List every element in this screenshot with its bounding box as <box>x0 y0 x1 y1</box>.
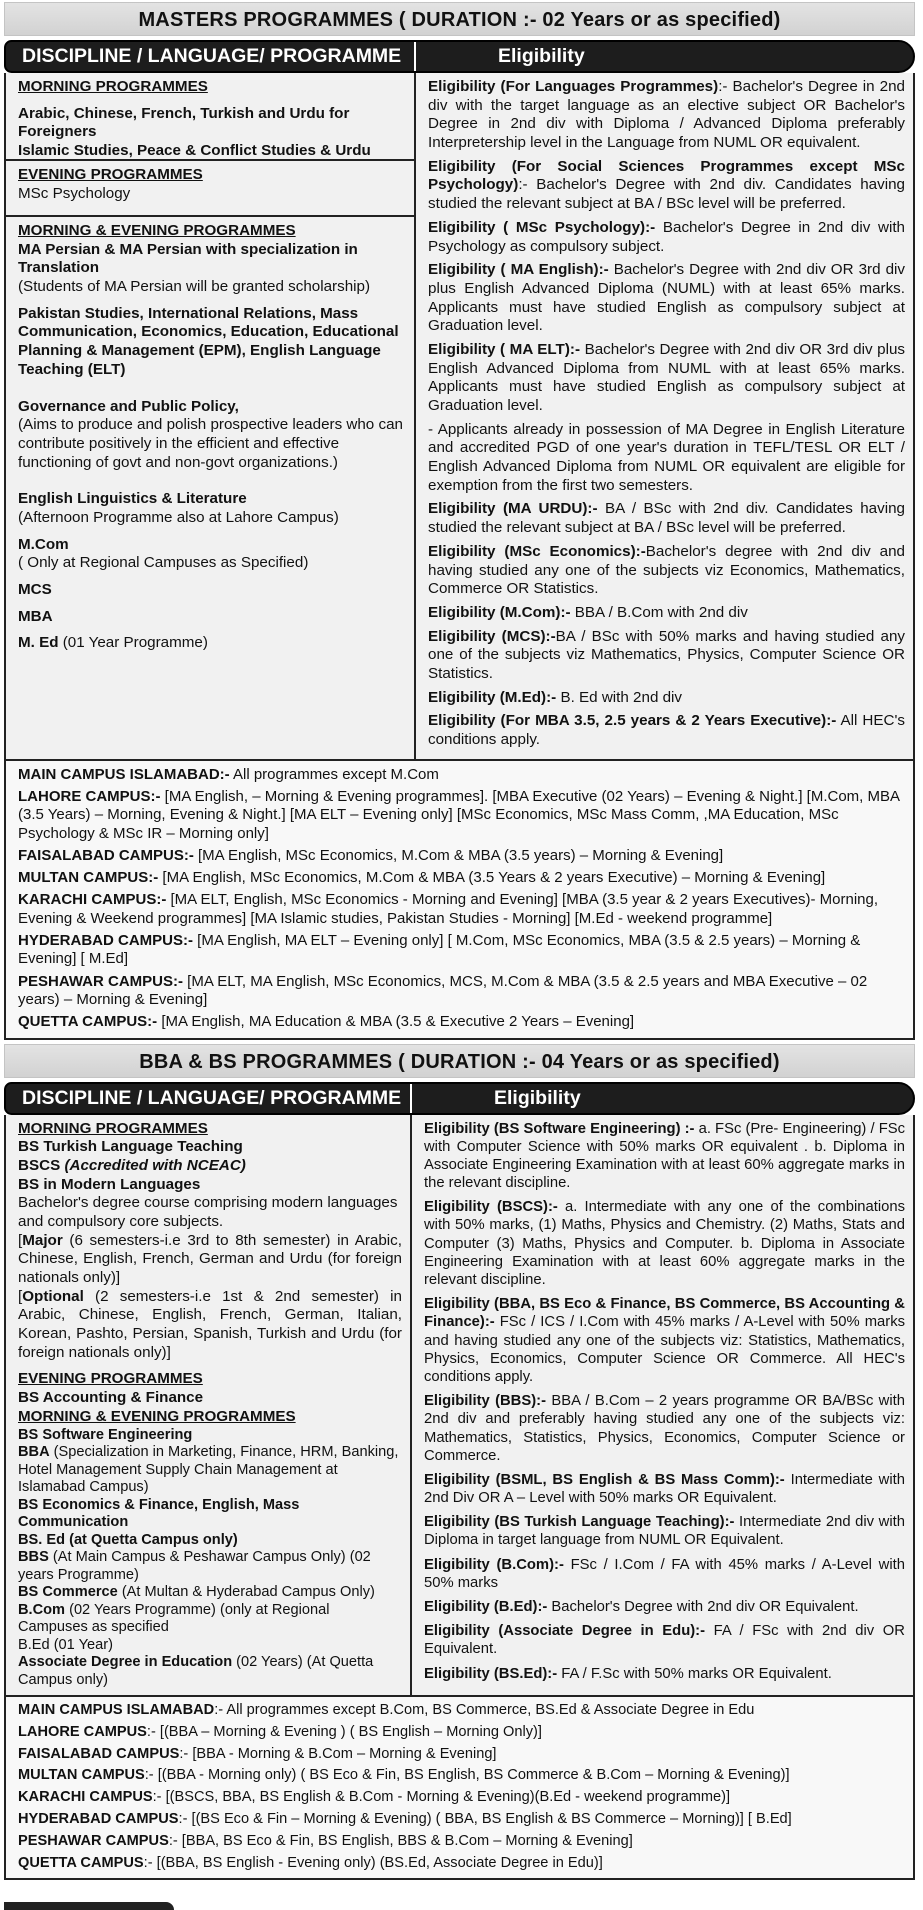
campus-item-text: :- [(BS Eco & Fin – Morning & Evening) ( BBA, BS English & BS Commerce – Morning)] [ B.Ed] <box>178 1811 792 1828</box>
campus-item-text: [MA English, – Morning & Evening programmes]. [MBA Executive (02 Years) – Evening & Night.] [M.Com, MBA (3.5 Years) – Morning, Evening & Night.] [MA ELT – Evening only] [MSc Economics, MSc Mass Comm, ,MA Education, MSc Psychology & MSc IR – Morning only] <box>18 787 900 842</box>
eligibility-item-text: FSc / I.Com / FA with 45% marks / A-Level with 50% marks <box>424 1556 905 1591</box>
eligibility-item <box>424 1198 905 1289</box>
eligibility-item <box>428 604 905 623</box>
programme-bs-turkish: BS Turkish Language Teaching <box>18 1138 243 1156</box>
eligibility-item <box>428 261 905 336</box>
bs-me-heading: MORNING & EVENING PROGRAMMES <box>18 1407 296 1425</box>
eligibility-item-label: Eligibility ( MA English):- <box>428 261 609 279</box>
masters-header-row <box>4 40 915 73</box>
campus-item-text: :- [(BBA, BS English - Evening only) (BS.Ed, Associate Degree in Edu)] <box>143 1854 603 1871</box>
masters-table <box>4 73 915 761</box>
campus-item-text: [MA ELT, MA English, MSc Economics, MCS, M.Com & MBA (3.5 & 2.5 years and MBA Executive – 02 years) – Morning & Evening] <box>18 972 868 1008</box>
programme-islamic-studies: Islamic Studies, Peace & Conflict Studies & Urdu <box>18 142 371 160</box>
eligibility-item-text: FA / FSc with 2nd div OR Equivalent. <box>424 1623 905 1658</box>
eligibility-item <box>424 1295 905 1386</box>
masters-evening-heading: EVENING PROGRAMMES <box>18 166 203 183</box>
programme-modern-desc: Bachelor's degree course comprising modern languages and compulsory core subjects. <box>18 1194 398 1230</box>
eligibility-item-label: Eligibility (M.Com):- <box>428 603 571 621</box>
eligibility-item-label: Eligibility (BBS):- <box>424 1393 547 1410</box>
eligibility-item <box>428 158 905 214</box>
eligibility-item-label: Eligibility (B.Com):- <box>424 1556 564 1573</box>
eligibility-item-text: BBA / B.Com with 2nd div <box>570 603 748 621</box>
eligibility-item-text: Intermediate with 2nd Div OR A – Level with 50% marks OR Equivalent. <box>424 1471 905 1507</box>
programme-associate-degree: Associate Degree in Education (02 Years) (At Quetta Campus only) <box>18 1654 374 1688</box>
programme-bs-commerce: BS Commerce (At Multan & Hyderabad Campus Only) <box>18 1584 375 1601</box>
bs-eligibility <box>412 1115 913 1696</box>
bs-col-discipline: DISCIPLINE / LANGUAGE/ PROGRAMME <box>6 1084 412 1113</box>
eligibility-item <box>424 1622 905 1658</box>
programme-bed: B.Ed (01 Year) <box>18 1636 113 1653</box>
eligibility-item-text: Bachelor's Degree with 2nd div OR Equivalent. <box>547 1599 859 1616</box>
masters-evening-block <box>6 161 414 217</box>
campus-item-text: [MA English, MA Education & MBA (3.5 & Executive 2 Years – Evening] <box>157 1013 635 1031</box>
eligibility-item-text: FA / F.Sc with 50% marks OR Equivalent. <box>557 1665 832 1682</box>
programme-english-linguistics: English Linguistics & Literature <box>18 490 247 508</box>
bs-campus-list <box>4 1697 915 1880</box>
programme-governance: Governance and Public Policy, <box>18 397 239 415</box>
programme-ma-persian: MA Persian & MA Persian with specialization in Translation <box>18 240 358 277</box>
programme-bs-modern-languages: BS in Modern Languages <box>18 1175 201 1193</box>
masters-morning-heading: MORNING PROGRAMMES <box>18 78 208 95</box>
programme-mcom-note: ( Only at Regional Campuses as Specified) <box>18 554 309 572</box>
eligibility-item <box>428 689 905 708</box>
campus-item <box>18 788 905 843</box>
eligibility-item-label: Eligibility (BSCS):- <box>424 1199 558 1216</box>
programme-bsed: BS. Ed (at Quetta Campus only) <box>18 1531 238 1548</box>
masters-col-discipline: DISCIPLINE / LANGUAGE/ PROGRAMME <box>6 42 416 71</box>
campus-item <box>18 1833 905 1851</box>
eligibility-item-label: Eligibility (BS Software Engineering) :- <box>424 1120 695 1137</box>
eligibility-item-label: Eligibility (M.Ed):- <box>428 688 557 706</box>
eligibility-item <box>424 1120 905 1193</box>
eligibility-item <box>424 1665 905 1683</box>
campus-item-label: MAIN CAMPUS ISLAMABAD <box>18 1702 215 1719</box>
campus-item-label: KARACHI CAMPUS:- <box>18 891 167 909</box>
eligibility-item-text: Bachelor's Degree with 2nd div OR 3rd div plus English Advanced Diploma from NUML with at least 65% marks. Applicants must have studied English as compulsory subject at Graduation level. <box>428 340 905 414</box>
eligibility-item <box>424 1392 905 1465</box>
campus-item-label: MULTAN CAMPUS <box>18 1767 145 1784</box>
eligibility-item-text: All HEC's conditions apply. <box>428 712 905 748</box>
campus-item-label: PESHAWAR CAMPUS:- <box>18 972 184 990</box>
masters-me-heading: MORNING & EVENING PROGRAMMES <box>18 222 296 239</box>
campus-item-text: :- [BBA - Morning & B.Com – Morning & Evening] <box>179 1745 497 1762</box>
eligibility-item-label: Eligibility ( MA ELT):- <box>428 340 581 358</box>
masters-eligibility <box>416 73 913 759</box>
eligibility-item <box>428 219 905 256</box>
campus-item <box>18 932 905 969</box>
eligibility-item-label: Eligibility (For Social Sciences Programmes except MSc Psychology) <box>428 157 905 194</box>
campus-item <box>18 1702 905 1720</box>
campus-item-label: MULTAN CAMPUS:- <box>18 869 159 887</box>
programme-bcom: B.Com (02 Years Programme) (only at Regional Campuses as specified <box>18 1601 330 1636</box>
eligibility-item-label: Eligibility (For MBA 3.5, 2.5 years & 2 Years Executive):- <box>428 712 837 730</box>
footer-tab <box>4 1902 174 1910</box>
campus-item <box>18 1746 905 1764</box>
campus-item <box>18 1724 905 1742</box>
campus-item-text: :- All programmes except B.Com, BS Commerce, BS.Ed & Associate Degree in Edu <box>214 1702 755 1719</box>
masters-title: MASTERS PROGRAMMES ( DURATION :- 02 Years or as specified) <box>4 2 915 36</box>
eligibility-item <box>424 1471 905 1507</box>
campus-item-label: LAHORE CAMPUS <box>18 1723 147 1740</box>
eligibility-item <box>428 78 905 153</box>
campus-item-text: [MA English, MSc Economics, M.Com & MBA (3.5 Years & 2 years Executive) – Morning & Evening] <box>158 869 826 887</box>
bs-evening-heading: EVENING PROGRAMMES <box>18 1370 203 1388</box>
programme-english-linguistics-note: (Afternoon Programme also at Lahore Campus) <box>18 508 339 526</box>
campus-item-text: :- [(BBA – Morning & Evening ) ( BS English – Morning Only)] <box>146 1723 542 1740</box>
eligibility-item-label: Eligibility (BS Turkish Language Teaching):- <box>424 1514 735 1531</box>
campus-item <box>18 1767 905 1785</box>
eligibility-item <box>428 500 905 537</box>
campus-item <box>18 973 905 1010</box>
campus-item <box>18 1811 905 1829</box>
programme-bs-accounting: BS Accounting & Finance <box>18 1389 204 1407</box>
eligibility-item <box>424 1513 905 1549</box>
campus-item-text: :- [(BSCS, BBA, BS English & B.Com - Morning & Evening)(B.Ed - weekend programme)] <box>152 1789 731 1806</box>
eligibility-item-label: Eligibility (MSc Economics):- <box>428 542 646 560</box>
programme-pakistan-studies: Pakistan Studies, International Relations, Mass Communication, Economics, Education, Educational Planning & Management (EPM), English Language Teaching (ELT) <box>18 304 399 378</box>
eligibility-item-text: B. Ed with 2nd div <box>556 688 683 706</box>
eligibility-item-label: Eligibility (Associate Degree in Edu):- <box>424 1623 706 1640</box>
campus-item-text: [MA English, MSc Economics, M.Com & MBA (3.5 years) – Morning & Evening] <box>193 846 724 864</box>
programme-bscs: BSCS (Accredited with NCEAC) <box>18 1156 246 1174</box>
campus-item-text: [MA ELT, English, MSc Economics - Morning and Evening] [MBA (3.5 year & 2 years Executives)- Morning, Evening & Weekend programmes] [MA Islamic studies, Pakistan Studies - Morning] [M.Ed - weekend programme] <box>18 891 879 927</box>
eligibility-item-text: BA / BSc with 50% marks and having studied any one of the subjects viz Mathematics, Physics, Computer Science OR Statistics. <box>428 627 905 682</box>
masters-morning-evening-block <box>6 217 414 659</box>
campus-item <box>18 1855 905 1873</box>
campus-item-label: FAISALABAD CAMPUS <box>18 1745 180 1762</box>
campus-item-label: PESHAWAR CAMPUS <box>18 1832 169 1849</box>
campus-item <box>18 891 905 928</box>
masters-col-eligibility: Eligibility <box>498 45 585 67</box>
eligibility-item-text: Bachelor's Degree in 2nd div with Psychology as compulsory subject. <box>428 218 905 255</box>
bs-programmes <box>6 1115 412 1696</box>
eligibility-item-label: Eligibility (B.Ed):- <box>424 1599 548 1616</box>
eligibility-item-text: BA / BSc with 2nd div. Candidates having studied the relevant subject at BA / BSc level will be preferred. <box>428 500 905 537</box>
eligibility-item-text: :- Bachelor's Degree in 2nd div with the target language as an elective subject OR Bachelor's Degree in 2nd div with Diploma / Advanced Diploma preferably Interpretership level in the Language from NUML OR equivalent. <box>428 78 905 152</box>
eligibility-item-text: a. Intermediate with any one of the combinations with 50% marks, (1) Maths, Physics and Chemistry. (2) Maths, Stats and Computer (3) Maths, Physics and Computer. b. Diploma in Associate Engineering Examination with at least 60% aggregate marks in the relevant discipline. <box>424 1199 905 1289</box>
eligibility-item <box>424 1556 905 1592</box>
campus-item <box>18 869 905 887</box>
campus-item-label: QUETTA CAMPUS:- <box>18 1013 158 1031</box>
programme-governance-note: (Aims to produce and polish prospective leaders who can contribute positively in the efficient and effective functioning of govt and non-govt organizations.) <box>18 416 403 471</box>
bs-title: BBA & BS PROGRAMMES ( DURATION :- 04 Years or as specified) <box>4 1044 915 1078</box>
masters-campus-list <box>4 761 915 1040</box>
eligibility-item-label: Eligibility (BSML, BS English & BS Mass Comm):- <box>424 1471 785 1488</box>
eligibility-item <box>424 1598 905 1616</box>
programme-bba: BBA (Specialization in Marketing, Finance, HRM, Banking, Hotel Management Supply Chain Management at Islamabad Campus) <box>18 1444 399 1496</box>
campus-item-label: KARACHI CAMPUS <box>18 1789 153 1806</box>
masters-programmes <box>6 73 416 759</box>
eligibility-item-text: a. FSc (Pre- Engineering) / FSc with Computer Science with 50% marks OR equivalent . b. Diploma in Associate Engineering Examination with at least 60% aggregate marks in the relevant discipline. <box>424 1120 906 1192</box>
programme-mba: MBA <box>18 607 53 625</box>
campus-item-label: HYDERABAD CAMPUS <box>18 1811 179 1828</box>
eligibility-item-label: Eligibility ( MSc Psychology):- <box>428 218 656 236</box>
programme-mcom: M.Com <box>18 535 69 553</box>
eligibility-item-label: Eligibility (MA URDU):- <box>428 500 598 518</box>
programme-optional: [Optional (2 semesters-i.e 1st & 2nd semester) in Arabic, Chinese, English, French, German, Italian, Korean, Pashto, Persian, Spanish, Turkish and Urdu (for foreign nationals only)] <box>18 1287 402 1361</box>
campus-item-label: FAISALABAD CAMPUS:- <box>18 846 194 864</box>
programme-bbs: BBS (At Main Campus & Peshawar Campus Only) (02 years Programme) <box>18 1549 371 1583</box>
bs-header-row <box>4 1082 915 1115</box>
campus-item-label: HYDERABAD CAMPUS:- <box>18 932 193 950</box>
bs-table <box>4 1115 915 1698</box>
eligibility-item-label: Eligibility (BS.Ed):- <box>424 1665 558 1682</box>
campus-item-label: MAIN CAMPUS ISLAMABAD:- <box>18 765 230 783</box>
bs-morning-heading: MORNING PROGRAMMES <box>18 1119 208 1137</box>
programme-foreign-languages: Arabic, Chinese, French, Turkish and Urdu for Foreigners <box>18 104 350 141</box>
programme-med: M. Ed (01 Year Programme) <box>18 634 208 652</box>
campus-item-text: [MA English, MA ELT – Evening only] [ M.Com, MSc Economics, MBA (3.5 & 2.5 years) – Morning & Evening] [ M.Ed] <box>18 932 861 968</box>
campus-item-text: All programmes except M.Com <box>229 765 439 783</box>
campus-item-label: QUETTA CAMPUS <box>18 1854 144 1871</box>
campus-item <box>18 847 905 865</box>
eligibility-item <box>428 341 905 416</box>
campus-item <box>18 1789 905 1807</box>
programme-msc-psychology: MSc Psychology <box>18 184 131 202</box>
eligibility-item-label: Eligibility (For Languages Programmes) <box>428 78 719 95</box>
eligibility-item-text: - Applicants already in possession of MA Degree in English Literature and accredited PGD of one year's duration in TEFL/TESL OR ELT / English Advanced Diploma from NUML OR equivalent are eligible for exemption from the first two semesters. <box>428 420 905 494</box>
masters-morning-block <box>6 73 414 161</box>
eligibility-item <box>428 712 905 749</box>
campus-item-text: :- [BBA, BS Eco & Fin, BS English, BBS & B.Com – Morning & Evening] <box>168 1832 633 1849</box>
eligibility-item-text: BBA / B.Com – 2 years programme OR BA/BSc with 2nd div and preferably having studied any one of the subjects viz: Mathematics, Statistics, Physics, Economics, Computer Science or Commerce. <box>424 1393 905 1464</box>
eligibility-item-label: Eligibility (BBA, BS Eco & Finance, BS Commerce, BS Accounting & Finance):- <box>424 1296 905 1331</box>
programme-major: [Major (6 semesters-i.e 3rd to 8th semester) in Arabic, Chinese, English, French, German and Urdu (for foreign nationals only)] <box>18 1231 402 1287</box>
campus-item <box>18 766 905 784</box>
programme-mcs: MCS <box>18 581 52 598</box>
campus-item-text: :- [(BBA - Morning only) ( BS Eco & Fin, BS English, BS Commerce & B.Com – Morning & Evening)] <box>144 1767 790 1784</box>
programme-ma-persian-note: (Students of MA Persian will be granted scholarship) <box>18 278 371 296</box>
programme-bs-software: BS Software Engineering <box>18 1426 193 1443</box>
bs-col-eligibility: Eligibility <box>494 1086 581 1109</box>
eligibility-item-text: FSc / ICS / I.Com with 45% marks / A-Level with 50% marks and having studied any one of the subjects viz: Statistics, Mathematics, Physics, Economics, Computer Science OR Commerce. All HEC's conditions apply. <box>424 1314 905 1385</box>
campus-item <box>18 1013 905 1031</box>
eligibility-item-label: Eligibility (MCS):- <box>428 627 556 645</box>
eligibility-item <box>428 543 905 599</box>
eligibility-item <box>428 421 905 496</box>
eligibility-item-text: Bachelor's Degree with 2nd div OR 3rd div plus English Advanced Diploma (NUML) with at least 65% marks. Applicants must have studied English as compulsory subject at Graduation level. <box>428 261 905 335</box>
eligibility-item-text: Intermediate 2nd div with Diploma in target language from NUML OR Equivalent. <box>424 1514 905 1549</box>
programme-bs-economics: BS Economics & Finance, English, Mass Communication <box>18 1496 300 1531</box>
eligibility-item <box>428 628 905 684</box>
eligibility-item-text: :- Bachelor's Degree with 2nd div. Candidates having studied the relevant subject at BA / BSc level will be preferred. <box>428 176 905 213</box>
campus-item-label: LAHORE CAMPUS:- <box>18 787 161 805</box>
eligibility-item-text: Bachelor's degree with 2nd div and having studied any one of the subjects viz Economics, Mathematics, Commerce OR Statistics. <box>428 542 905 598</box>
